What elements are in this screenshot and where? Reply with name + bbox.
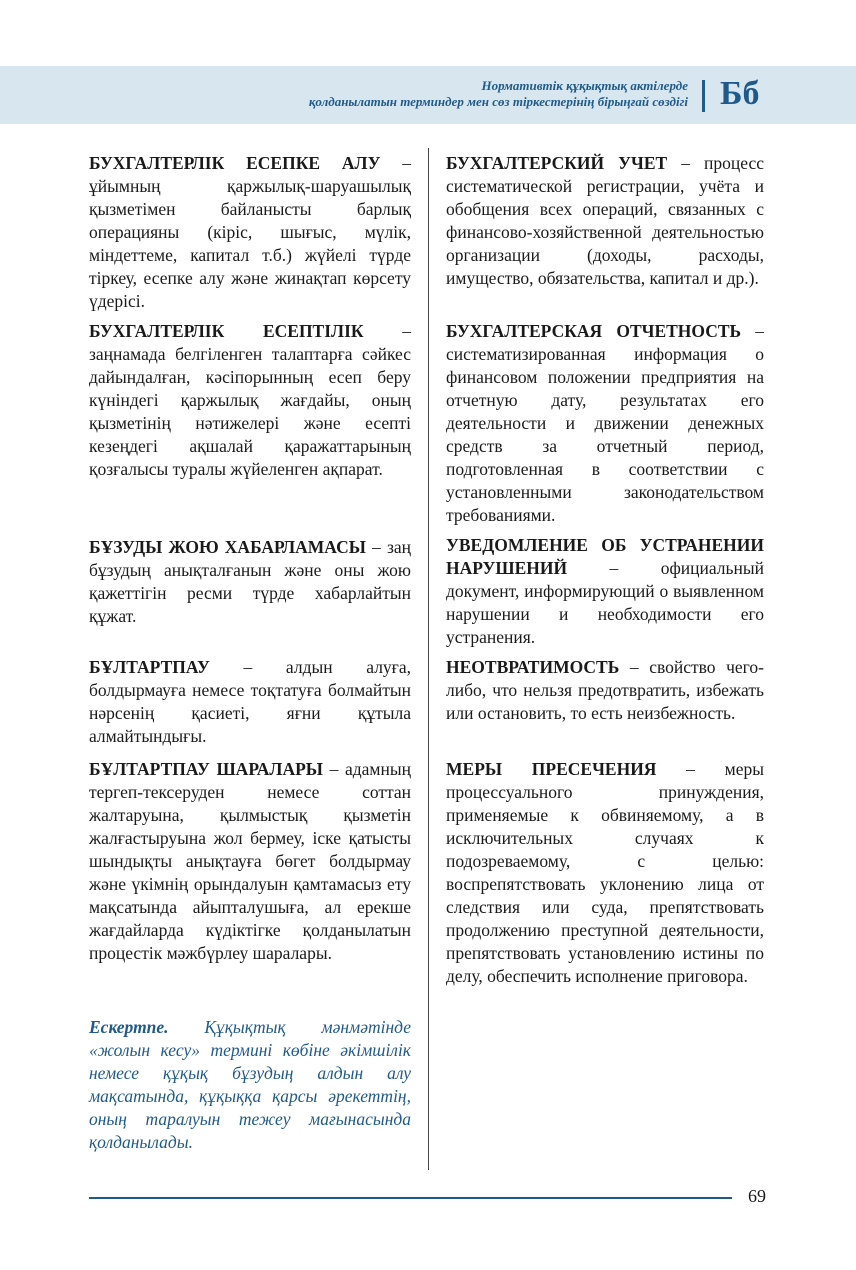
- header-divider-bar: [702, 80, 705, 112]
- entry-term: НЕОТВРАТИМОСТЬ: [446, 657, 620, 677]
- running-header-line-2: қолданылатын терминдер мен сөз тіркестерінің бірыңғай сөздігі: [308, 94, 688, 109]
- entry-definition: – алдын алуға, болдырмауға немесе тоқтатуға болмайтын нәрсенің қасиеті, яғни құтыла алмайтындығы.: [89, 657, 411, 746]
- note-label: Ескертпе.: [89, 1017, 169, 1037]
- entry-term: БҰЛТАРТПАУ ШАРАЛАРЫ: [89, 759, 323, 779]
- entry-term: БУХГАЛТЕРСКИЙ УЧЕТ: [446, 153, 668, 173]
- entry-definition: – процесс систематической регистрации, учёта и обобщения всех операций, связанных с финансово-хозяйственной деятельностью организации (доходы, расходы, имущество, обязательства, капитал и др.).: [446, 153, 765, 288]
- column-divider: [428, 148, 429, 1170]
- entry-term: БУХГАЛТЕРЛІК ЕСЕПКЕ АЛУ: [89, 153, 381, 173]
- entry-term: МЕРЫ ПРЕСЕЧЕНИЯ: [446, 759, 657, 779]
- footer-rule: [89, 1197, 732, 1199]
- note-text: Құқықтық мәнмәтінде «жолын кесу» термині көбіне әкімшілік немесе құқық бұзудың алдын алу мақсатында, құқыққа қарсы әрекеттің, оның таралуын тежеу мағынасында қолданылады.: [89, 1017, 411, 1152]
- entry-term: БҰЛТАРТПАУ: [89, 657, 210, 677]
- entry-definition: – заң бұзудың анықталғанын және оны жою қажеттігін ресми түрде хабарлайтын құжат.: [89, 537, 412, 626]
- entry-definition: – систематизированная информация о финансовом положении предприятия на отчетную дату, результатах его деятельности и движении денежных средств за отчетный период, подготовленная в соответствии с установленными законодательством требованиями.: [446, 321, 765, 525]
- entry-term: УВЕДОМЛЕНИЕ ОБ УСТРАНЕНИИ НАРУШЕНИЙ: [446, 535, 764, 578]
- dictionary-entry: [446, 152, 764, 290]
- entry-term: БУХГАЛТЕРЛІК ЕСЕПТІЛІК: [89, 321, 364, 341]
- running-header-line-1: Нормативтік құқықтық актілерде: [481, 78, 688, 93]
- entry-definition: – адамның тергеп-тексеруден немесе соттан жалтаруына, қылмыстық қызметін жалғастыруына жол бермеу, іске қатысты шындықты анықтауға бөгет болдырмау және үкімнің орындалуын қамтамасыз ету мақсатында айыпталушыға, ал ерекше жағдайларда күдіктігке қолданылатын процестік мәжбүрлеу шаралары.: [89, 759, 411, 963]
- entry-term: БУХГАЛТЕРСКАЯ ОТЧЕТНОСТЬ: [446, 321, 742, 341]
- running-header: [128, 78, 688, 110]
- usage-note: [89, 1016, 411, 1154]
- entry-definition: – меры процессуального принуждения, применяемые к обвиняемому, а в исключительных случаях к подозреваемому, с целью: воспрепятствовать уклонению лица от следствия или суда, препятствовать продолжению преступной деятельности, препятствовать установлению истины по делу, обеспечить исполнение приговора.: [446, 759, 764, 986]
- dictionary-entry: [446, 320, 764, 527]
- entry-definition: – официальный документ, информирующий о выявленном нарушении и необходимости его устранения.: [446, 558, 764, 647]
- entry-definition: – ұйымның қаржылық-шаруашылық қызметімен байланысты барлық операцияны (кіріс, шығыс, мүлік, міндеттеме, капитал т.б.) жүйелі түрде тіркеу, есепке алу және жинақтап көрсету үдерісі.: [89, 153, 411, 311]
- dictionary-entry: [89, 656, 411, 748]
- dictionary-entry: [89, 320, 411, 481]
- dictionary-entry: [89, 758, 411, 965]
- dictionary-entry: [89, 536, 411, 628]
- page-number: 69: [748, 1186, 766, 1206]
- dictionary-entry: [446, 758, 764, 988]
- section-letter: Бб: [720, 75, 760, 112]
- entry-definition: – свойство чего-либо, что нельзя предотвратить, избежать или остановить, то есть неизбежность.: [446, 657, 764, 723]
- entry-term: БҰЗУДЫ ЖОЮ ХАБАРЛАМАСЫ: [89, 537, 366, 557]
- dictionary-entry: [446, 534, 764, 649]
- entry-definition: – заңнамада белгіленген талаптарға сәйкес дайындалған, кәсіпорынның есеп беру күніндегі қаржылық жағдайы, оның қызметінің нәтижелері және есепті кезеңдегі ақшалай қаражаттарының қозғалысы туралы жүйеленген ақпарат.: [89, 321, 411, 479]
- dictionary-entry: [89, 152, 411, 313]
- dictionary-entry: [446, 656, 764, 725]
